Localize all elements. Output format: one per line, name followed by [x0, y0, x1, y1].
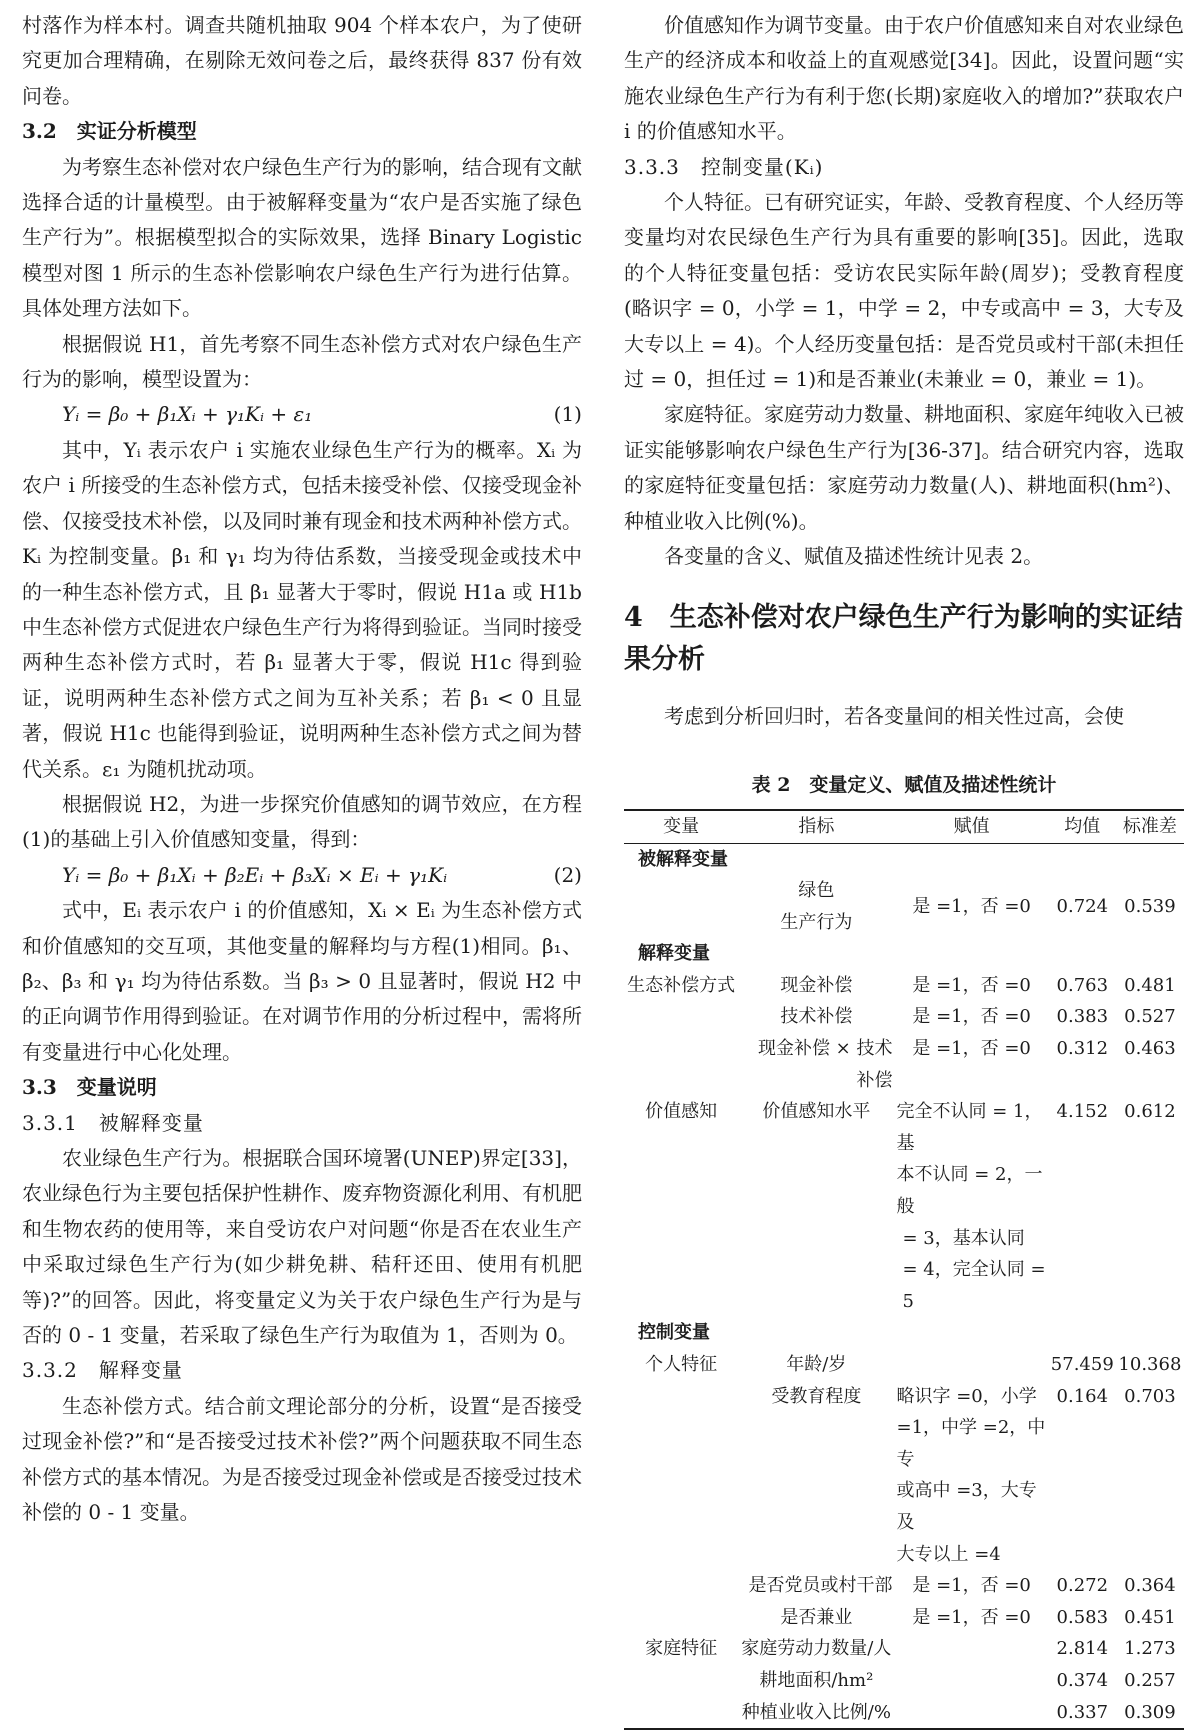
mean-cell: 0.337 — [1049, 1697, 1116, 1730]
indicator-cell: 受教育程度 — [771, 1385, 862, 1407]
section-heading-3-2: 3.2 实证分析模型 — [22, 119, 197, 144]
equation-body: Yᵢ = β₀ + β₁Xᵢ + β₂Eᵢ + β₃Xᵢ × Eᵢ + γ₁Kᵢ — [62, 862, 448, 887]
table-row — [624, 1602, 1184, 1634]
mean-cell: 57.459 — [1050, 1354, 1114, 1375]
variable-cell: 个人特征 — [645, 1354, 718, 1375]
table-row — [624, 1633, 1184, 1665]
equation-1 — [22, 397, 582, 432]
table-row — [624, 1349, 1184, 1381]
table-header-row — [624, 810, 1184, 843]
assignment-cell: 是 =1，否 =0 — [912, 974, 1031, 996]
mean-cell: 2.814 — [1056, 1638, 1109, 1660]
indicator-cell: 种植业收入比例/% — [738, 1697, 894, 1730]
table-caption: 表 2 变量定义、赋值及描述性统计 — [751, 773, 1057, 796]
paragraph: 家庭特征。家庭劳动力数量、耕地面积、家庭年纯收入已被证实能够影响农户绿色生产行为[36-37]。结合研究内容，选取的家庭特征变量包括：家庭劳动力数量(人)、耕地面积(hm²)、种植业收入比例(%)。 — [624, 402, 1184, 533]
indicator-cell: 耕地面积/hm² — [759, 1669, 874, 1691]
mean-cell: 4.152 — [1056, 1101, 1109, 1123]
assignment-cell: 是 =1，否 =0 — [912, 1606, 1031, 1628]
table-row — [624, 970, 1184, 1002]
sd-cell: 0.451 — [1124, 1606, 1176, 1628]
paragraph: 价值感知作为调节变量。由于农户价值感知来自对农业绿色生产的经济成本和收益上的直观感觉[34]。因此，设置问题“实施农业绿色生产行为有利于您(长期)家庭收入的增加?”获取农户 i 的价值感知水平。 — [624, 13, 1184, 144]
assignment-line: 略识字 =0，小学 — [896, 1385, 1037, 1407]
paragraph: 为考察生态补偿对农户绿色生产行为的影响，结合现有文献选择合适的计量模型。由于被解释变量为“农户是否实施了绿色生产行为”。根据模型拟合的实际效果，选择 Binary Logistic 模型对图 1 所示的生态补偿影响农户绿色生产行为进行估算。具体处理方法如下。 — [22, 154, 582, 321]
sd-cell: 0.539 — [1124, 895, 1176, 917]
mean-cell: 0.583 — [1056, 1606, 1109, 1628]
mean-cell: 0.383 — [1056, 1006, 1109, 1028]
variable-cell: 生态补偿方式 — [627, 974, 736, 996]
header-variable: 变量 — [624, 810, 738, 843]
assignment-line: = 3，基本认同 — [902, 1227, 1025, 1249]
indicator-cell: 年龄/岁 — [786, 1354, 847, 1375]
indicator-cell: 是否党员或村干部 — [748, 1575, 893, 1597]
variable-table — [624, 809, 1184, 1730]
indicator-cell: 家庭劳动力数量/人 — [741, 1638, 892, 1660]
table-row — [624, 1001, 1184, 1033]
paragraph: 考虑到分析回归时，若各变量间的相关性过高，会使 — [664, 703, 1124, 728]
left-column — [22, 8, 582, 1530]
assignment-cell: 是 =1，否 =0 — [912, 1006, 1031, 1028]
table-row — [624, 1665, 1184, 1697]
sd-cell: 0.309 — [1116, 1697, 1184, 1730]
mean-cell: 0.763 — [1056, 974, 1109, 996]
assignment-cell: 是 =1，否 =0 — [912, 1575, 1031, 1597]
sd-cell: 1.273 — [1124, 1638, 1176, 1660]
assignment-line: 大专以上 =4 — [896, 1543, 1001, 1565]
paragraph: 根据假说 H2，为进一步探究价值感知的调节效应，在方程(1)的基础上引入价值感知变量，得到： — [22, 791, 582, 852]
indicator-cell: 现金补偿 — [780, 974, 853, 996]
paragraph: 各变量的含义、赋值及描述性统计见表 2。 — [664, 544, 1044, 569]
group-label: 解释变量 — [638, 943, 710, 965]
table-row — [624, 1033, 1184, 1096]
sd-cell: 0.527 — [1124, 1006, 1176, 1028]
equation-number: (2) — [553, 862, 582, 887]
table-row — [624, 1096, 1184, 1317]
assignment-cell: 是 =1，否 =0 — [912, 1038, 1031, 1060]
table-row — [624, 1381, 1184, 1571]
indicator-cell — [738, 875, 894, 938]
equation-body: Yᵢ = β₀ + β₁Xᵢ + γ₁Kᵢ + ε₁ — [62, 402, 313, 427]
assignment-line: =1，中学 =2，中专 — [896, 1417, 1046, 1470]
section-heading-3-3: 3.3 变量说明 — [22, 1075, 157, 1100]
indicator-cell: 是否兼业 — [780, 1606, 853, 1628]
indicator-cell: 现金补偿 × 技术补偿 — [757, 1038, 893, 1091]
indicator-line: 生产行为 — [780, 911, 853, 933]
assignment-line: 本不认同 = 2，一般 — [896, 1164, 1043, 1218]
right-column — [624, 8, 1184, 1730]
paragraph: 其中，Yᵢ 表示农户 i 实施农业绿色生产行为的概率。Xᵢ 为农户 i 所接受的生态补偿方式，包括未接受补偿、仅接受现金补偿、仅接受技术补偿，以及同时兼有现金和技术两种补偿方式。Kᵢ 为控制变量。β₁ 和 γ₁ 均为待估系数，当接受现金或技术中的一种生态补偿方式，且 β₁ 显著大于零时，假说 H1a 或 H1b 中生态补偿方式促进农户绿色生产行为将得到验证。当同时接受两种生态补偿方式时，若 β₁ 显著大于零，假说 H1c 得到验证，说明两种生态补偿方式之间为互补关系；若 β₁ < 0 且显著，假说 H1c 也能得到验证，说明两种生态补偿方式之间为替代关系。ε₁ 为随机扰动项。 — [22, 437, 582, 781]
paragraph: 式中，Eᵢ 表示农户 i 的价值感知，Xᵢ × Eᵢ 为生态补偿方式和价值感知的交互项，其他变量的解释均与方程(1)相同。β₁、β₂、β₃ 和 γ₁ 均为待估系数。当 β₃ > 0 且显著时，假说 H2 中的正向调节作用得到验证。在对调节作用的分析过程中，需将所有变量进行中心化处理。 — [22, 898, 582, 1064]
assignment-cell — [894, 1096, 1048, 1317]
assignment-line: 或高中 =3，大专及 — [896, 1480, 1037, 1533]
indicator-cell: 价值感知水平 — [762, 1101, 871, 1123]
sd-cell: 0.612 — [1124, 1101, 1176, 1123]
sd-cell: 0.257 — [1124, 1669, 1176, 1691]
sd-cell: 10.368 — [1118, 1354, 1182, 1375]
mean-cell: 0.312 — [1056, 1038, 1109, 1060]
mean-cell: 0.164 — [1056, 1385, 1109, 1407]
assignment-cell: 是 =1，否 =0 — [912, 895, 1031, 917]
paragraph: 村落作为样本村。调查共随机抽取 904 个样本农户，为了使研究更加合理精确，在剔除无效问卷之后，最终获得 837 份有效问卷。 — [22, 13, 582, 108]
paragraph: 农业绿色生产行为。根据联合国环境署(UNEP)界定[33]，农业绿色行为主要包括保护性耕作、废弃物资源化利用、有机肥和生物农药的使用等，来自受访农户对问题“你是否在农业生产中采取过绿色生产行为(如少耕免耕、秸秆还田、使用有机肥等)?”的回答。因此，将变量定义为关于农户绿色生产行为是与否的 0 - 1 变量，若采取了绿色生产行为取值为 1，否则为 0。 — [22, 1146, 582, 1348]
equation-number: (1) — [553, 402, 582, 427]
paragraph: 根据假说 H1，首先考察不同生态补偿方式对农户绿色生产行为的影响，模型设置为： — [22, 331, 582, 392]
table-group-row — [624, 938, 1184, 970]
sd-cell: 0.481 — [1124, 974, 1176, 996]
mean-cell: 0.374 — [1056, 1669, 1109, 1691]
sd-cell: 0.463 — [1124, 1038, 1176, 1060]
sd-cell: 0.364 — [1124, 1575, 1176, 1597]
variable-cell: 家庭特征 — [645, 1638, 718, 1660]
section-heading-4: 4 生态补偿对农户绿色生产行为影响的实证结果分析 — [624, 601, 1183, 675]
indicator-cell: 技术补偿 — [780, 1006, 853, 1028]
table-row — [624, 1697, 1184, 1730]
group-label: 被解释变量 — [638, 848, 728, 870]
subsection-heading-3-3-1: 3.3.1 被解释变量 — [22, 1110, 204, 1135]
assignment-line: 完全不认同 = 1，基 — [896, 1101, 1043, 1154]
assignment-cell — [894, 1381, 1048, 1571]
paragraph: 个人特征。已有研究证实，年龄、受教育程度、个人经历等变量均对农民绿色生产行为具有重要的影响[35]。因此，选取的个人特征变量包括：受访农民实际年龄(周岁)；受教育程度(略识字 = 0，小学 = 1，中学 = 2，中专或高中 = 3，大专及大专以上 = 4)。个人经历变量包括：是否党员或村干部(未担任过 = 0，担任过 = 1)和是否兼业(未兼业 = 0，兼业 = 1)。 — [624, 190, 1184, 392]
indicator-line: 绿色 — [798, 880, 835, 902]
header-assignment: 赋值 — [894, 810, 1048, 843]
header-indicator: 指标 — [738, 810, 894, 843]
table-row — [624, 875, 1184, 938]
table-group-row — [624, 843, 1184, 875]
mean-cell: 0.272 — [1056, 1575, 1109, 1597]
subsection-heading-3-3-2: 3.3.2 解释变量 — [22, 1358, 183, 1383]
variable-cell: 价值感知 — [645, 1101, 718, 1123]
group-label: 控制变量 — [638, 1322, 710, 1344]
mean-cell: 0.724 — [1056, 895, 1109, 917]
header-sd: 标准差 — [1116, 810, 1184, 843]
table-row — [624, 1570, 1184, 1602]
table-group-row — [624, 1317, 1184, 1349]
header-mean: 均值 — [1049, 810, 1116, 843]
assignment-line: = 4，完全认同 = 5 — [902, 1259, 1046, 1312]
subsection-heading-3-3-3: 3.3.3 控制变量(Kᵢ) — [624, 154, 824, 179]
sd-cell: 0.703 — [1124, 1385, 1176, 1407]
paragraph: 生态补偿方式。结合前文理论部分的分析，设置“是否接受过现金补偿?”和“是否接受过技术补偿?”两个问题获取不同生态补偿方式的基本情况。为是否接受过现金补偿或是否接受过技术补偿的 0 - 1 变量。 — [22, 1393, 582, 1525]
equation-2 — [22, 858, 582, 893]
